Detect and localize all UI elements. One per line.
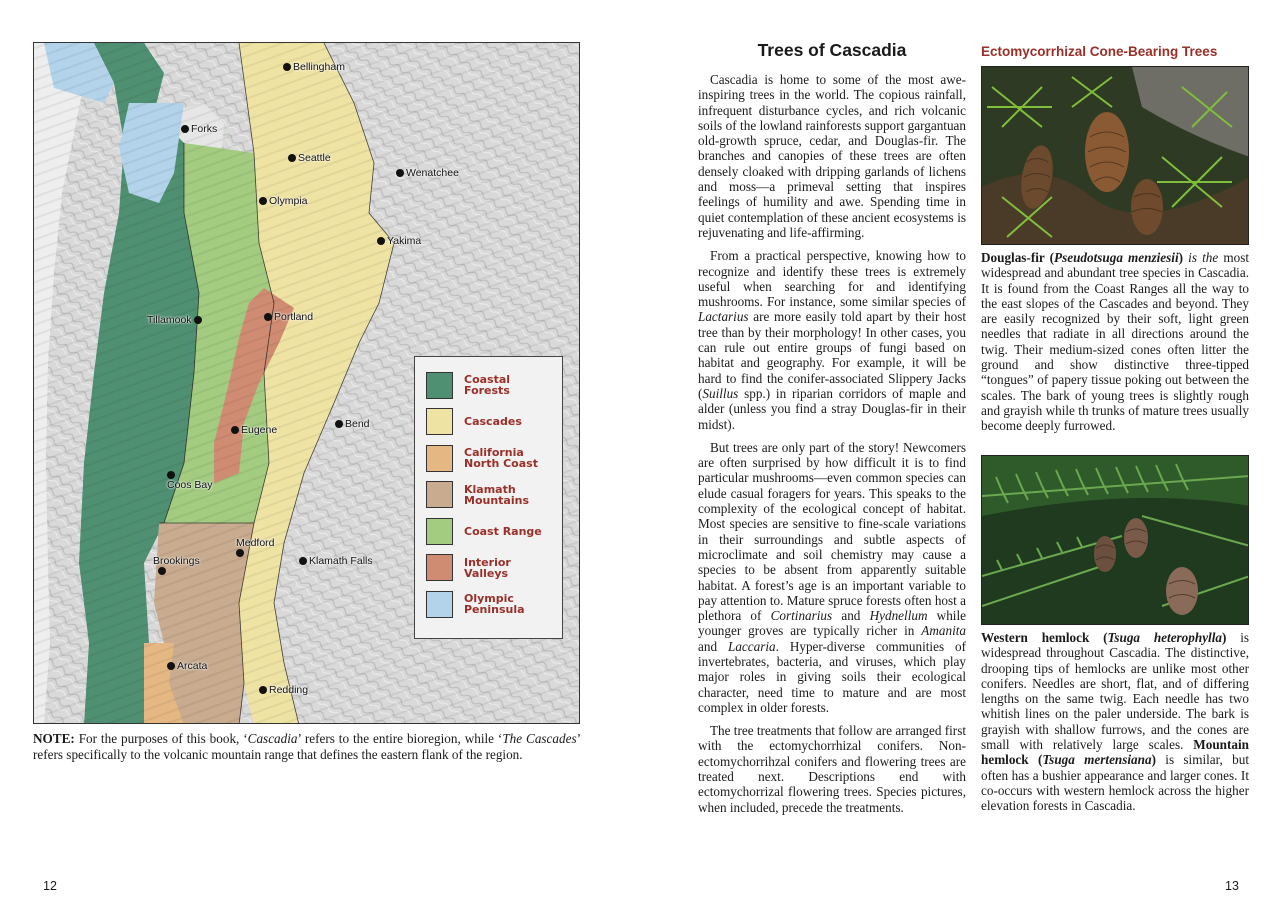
legend-item	[426, 513, 554, 550]
note-text: ’ refers specifically to the volcanic mountain range that defines the eastern flank of the region.	[33, 731, 581, 762]
douglas-fir-cones-image	[982, 67, 1249, 245]
species-name-close: )	[1221, 630, 1227, 645]
city-dot	[288, 154, 296, 162]
map-note	[33, 731, 581, 762]
city-name: Bellingham	[293, 61, 345, 73]
legend-label: Klamath Mountains	[464, 482, 529, 507]
city-dot	[264, 313, 272, 321]
legend-swatch	[426, 554, 453, 581]
species-latin: Tsuga mertensiana	[1042, 752, 1152, 768]
city-dot	[167, 471, 175, 479]
species-name: Western hemlock (	[981, 630, 1108, 645]
map-legend	[414, 356, 563, 639]
city-label	[147, 314, 202, 326]
legend-label: California North Coast	[464, 446, 538, 471]
legend-swatch	[426, 591, 453, 618]
page-number-left: 12	[43, 879, 57, 893]
city-name: Klamath Falls	[309, 555, 373, 567]
legend-item	[426, 586, 554, 623]
paragraph	[698, 248, 966, 432]
paragraph	[698, 440, 966, 715]
city-name: Olympia	[269, 195, 308, 207]
legend-item	[426, 440, 554, 477]
western-hemlock-description	[981, 630, 1249, 814]
city-name: Yakima	[387, 235, 422, 247]
city-label	[288, 152, 331, 164]
city-dot	[283, 63, 291, 71]
italic-run: Laccaria	[727, 638, 776, 654]
city-dot	[396, 169, 404, 177]
city-dot	[158, 567, 166, 575]
city-name: Medford	[236, 537, 275, 549]
legend-item	[426, 367, 554, 404]
text-run: and	[698, 638, 728, 654]
legend-label: Coastal Forests	[464, 373, 511, 398]
species-latin: Pseudotsuga menziesii	[1054, 250, 1179, 265]
species-name-close: )	[1151, 752, 1156, 768]
legend-swatch	[426, 481, 453, 508]
paragraph: The tree treatments that follow are arranged first with the ectomychorrhizal conifers. Non-ectomychorrihzal conifers and flowering trees are treated next. Descriptions end with ectomychorrizal flowering trees. Species pictures, when included, precede the treatments.	[698, 723, 966, 815]
city-name: Wenatchee	[406, 167, 459, 179]
legend-label: Cascades	[464, 415, 522, 429]
legend-item	[426, 550, 554, 587]
bioregion-map	[33, 42, 580, 724]
legend-swatch	[426, 372, 453, 399]
main-text-column	[698, 72, 966, 823]
italic-run: Amanita	[921, 623, 966, 639]
city-label	[335, 418, 370, 430]
italic-run: Hydnellum	[869, 608, 928, 624]
city-dot	[259, 197, 267, 205]
species-text: is similar, but often has a bushier appearance and larger cones. It co-occurs with western hemlock across the higher elevation forests in Cascadia.	[981, 752, 1249, 814]
species-name: Douglas-fir (	[981, 250, 1055, 265]
legend-item	[426, 404, 554, 441]
note-text: ’ refers to the entire bioregion, while ‘	[297, 731, 503, 746]
city-dot	[231, 426, 239, 434]
note-italic: Cascadia	[247, 731, 298, 746]
text-run: . Hyper-diverse communities of invertebrates, bacteria, and viruses, which play major roles in giving soils their ecological character, need time to mature and are most complex in older forests.	[698, 638, 966, 715]
text-run: But trees are only part of the story! Newcomers are often surprised by how difficult it is to find particular mushrooms—even common species can elude casual foragers for years. This speaks to the complexity of the ecological concept of habitat. Most species are sensitive to fine-scale variations in their surroundings and subtle aspects of microclimate and soil chemistry may cause a species to be absent from apparently suitable habitat. A forest’s age is an important variable to pay attention to. Mature spruce forests often host a plethora of	[698, 439, 966, 624]
italic-run: Cortinarius	[770, 608, 833, 624]
city-name: Bend	[345, 418, 370, 430]
italic-run: Suillus	[702, 385, 739, 401]
city-label	[259, 684, 308, 696]
city-name: Portland	[274, 311, 314, 323]
city-label	[264, 311, 313, 323]
species-text: is widespread throughout Cascadia. The distinctive, drooping tips of hemlocks are unlike most other conifers. Needles are short, flat, and of differing lengths on the same twig. Each needle has two whitish lines on the paler underside. The bark is grayish with shallow furrows, and the cones are small with relatively large scales.	[981, 630, 1250, 753]
city-dot	[167, 662, 175, 670]
city-name: Brookings	[153, 555, 200, 567]
text-run: while younger groves are typically richer in	[698, 608, 966, 639]
city-label	[181, 123, 217, 135]
species-name-close: )	[1178, 250, 1184, 265]
city-label	[167, 471, 213, 491]
species-name: Mountain hemlock (	[981, 737, 1249, 768]
city-dot	[194, 316, 202, 324]
legend-label: Coast Range	[464, 524, 542, 538]
italic-run: Lactarius	[698, 309, 749, 325]
italic-run: is the	[1183, 250, 1219, 265]
page-number-right: 13	[1225, 879, 1239, 893]
text-run: spp.) in riparian corridors of maple and alder (unless you find a stray Douglas-fir in their midst).	[698, 385, 966, 432]
douglas-fir-description	[981, 250, 1249, 434]
section-heading: Ectomycorrhizal Cone-Bearing Trees	[981, 44, 1218, 59]
city-dot	[181, 125, 189, 133]
city-dot	[335, 420, 343, 428]
city-name: Seattle	[298, 152, 331, 164]
city-dot	[299, 557, 307, 565]
city-label	[153, 555, 200, 575]
legend-label: Interior Valleys	[464, 555, 511, 580]
city-label	[236, 537, 275, 557]
note-italic: The Cascades	[502, 731, 577, 746]
species-latin: Tsuga heterophylla	[1107, 630, 1222, 645]
city-dot	[259, 686, 267, 694]
text-run: are more easily told apart by their host tree than by their morphology! In other cases, you can rule out entire groups of fungi based on habitat and geography. For example, it will be hard to find the conifer-associated Slippery Jacks (	[698, 309, 966, 401]
city-label	[259, 195, 308, 207]
note-lead: NOTE:	[33, 731, 75, 746]
city-label	[377, 235, 421, 247]
legend-item	[426, 477, 554, 514]
legend-swatch	[426, 408, 453, 435]
city-label	[283, 61, 345, 73]
city-name: Arcata	[177, 660, 208, 672]
text-run: From a practical perspective, knowing how to recognize and identify these trees is extremely useful when searching for and identifying mushrooms. For instance, some similar species of	[698, 248, 966, 310]
legend-swatch	[426, 518, 453, 545]
city-name: Tillamook	[147, 314, 192, 326]
city-name: Redding	[269, 684, 309, 696]
western-hemlock-cones-image	[982, 456, 1249, 625]
city-dot	[236, 549, 244, 557]
legend-label: Olympic Peninsula	[464, 592, 525, 617]
western-hemlock-photo	[981, 455, 1249, 625]
city-label	[299, 555, 373, 567]
city-label	[231, 424, 277, 436]
species-text: most widespread and abundant tree species in Cascadia. It is found from the Coast Ranges all the way to the east slopes of the Cascades and beyond. They are easily recognized by their soft, light green needles that radiate in all directions around the twig. Their medium-sized cones often litter the ground and show distinctive three-tipped “tongues” of papery tissue poking out between the scales. The bark of young trees is slightly rough and grayish while th trunks of mature trees usually become deeply furrowed.	[981, 250, 1249, 434]
city-name: Forks	[191, 123, 218, 135]
text-run: and	[832, 608, 870, 624]
city-label	[396, 167, 459, 179]
city-label	[167, 660, 207, 672]
douglas-fir-photo	[981, 66, 1249, 245]
city-name: Coos Bay	[167, 479, 213, 491]
city-name: Eugene	[241, 424, 278, 436]
legend-swatch	[426, 445, 453, 472]
page-title: Trees of Cascadia	[757, 40, 907, 60]
city-dot	[377, 237, 385, 245]
paragraph: Cascadia is home to some of the most awe-inspiring trees in the world. The copious rainfall, infrequent disturbance cycles, and rich volcanic soils of the lowland rainforests support gargantuan old-growth spruce, cedar, and Douglas-fir. The branches and canopies of these trees are often densely cloaked with dripping garlands of lichens and moss—a primeval setting that inspires feelings of humility and awe. Spending time in quiet contemplation of these ancient ecosystems is rejuvenating and life-affirming.	[698, 72, 966, 240]
note-text: For the purposes of this book, ‘	[74, 731, 248, 746]
